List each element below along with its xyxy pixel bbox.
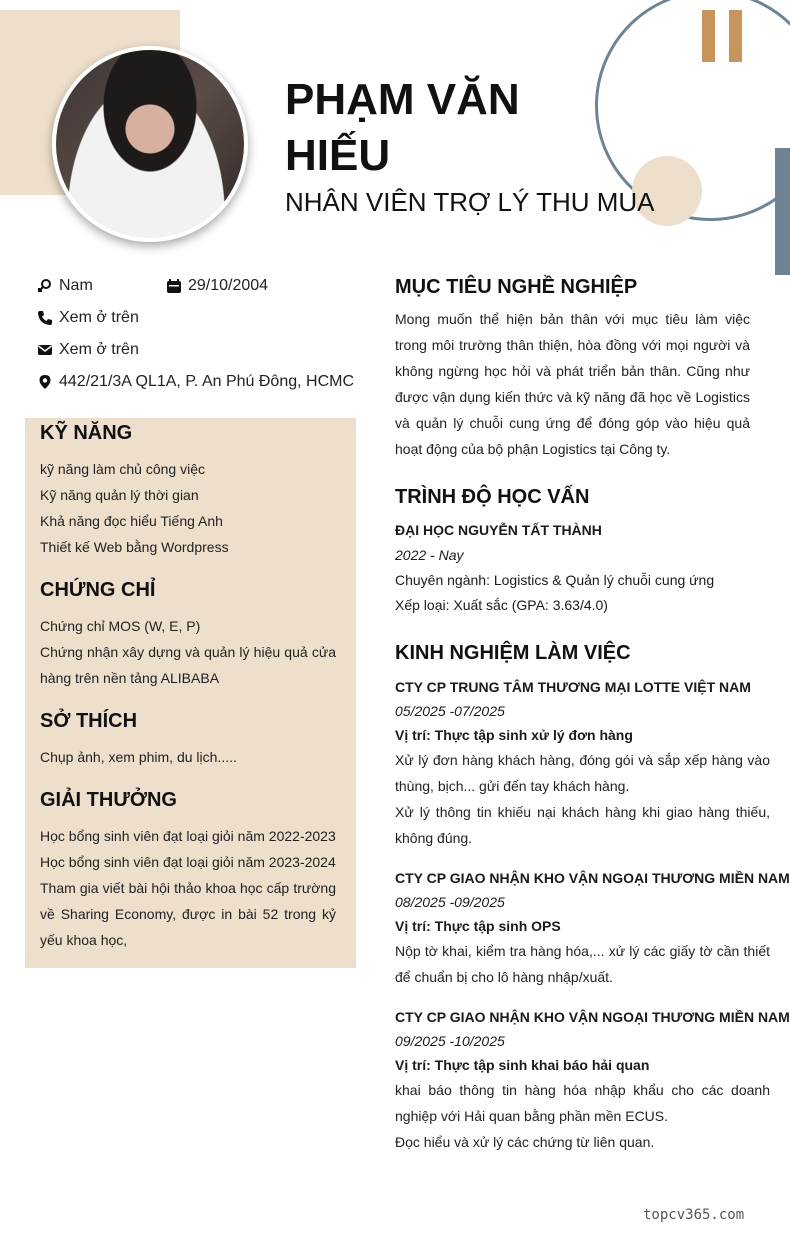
contact-birthday — [166, 277, 268, 295]
job-position: Vị trí: Thực tập sinh khai báo hải quan — [395, 1057, 650, 1073]
certificate-item: Chứng chỉ MOS (W, E, P) — [40, 618, 201, 634]
award-item: Học bổng sinh viên đạt loại giỏi năm 2022-2023 — [40, 828, 336, 844]
job-period: 08/2025 -09/2025 — [395, 894, 505, 910]
school-name: ĐẠI HỌC NGUYỄN TẤT THÀNH — [395, 522, 602, 538]
calendar-icon — [166, 278, 182, 294]
skills-list — [40, 456, 336, 560]
job-detail: Đọc hiểu và xử lý các chứng từ liên quan. — [395, 1134, 655, 1150]
objective-heading: MỤC TIÊU NGHỀ NGHIỆP — [395, 276, 638, 298]
education-heading: TRÌNH ĐỘ HỌC VẤN — [395, 486, 590, 508]
job-entry — [395, 675, 770, 851]
experience-heading: KINH NGHIỆM LÀM VIỆC — [395, 642, 631, 664]
phone-icon — [37, 310, 53, 326]
awards-heading: GIẢI THƯỞNG — [40, 789, 177, 811]
gender-value: Nam — [59, 277, 93, 294]
contact-address — [37, 373, 354, 391]
job-position: Vị trí: Thực tập sinh OPS — [395, 918, 561, 934]
skill-item: Khả năng đọc hiểu Tiếng Anh — [40, 513, 223, 529]
contact-email[interactable] — [37, 341, 139, 359]
certificate-item: Chứng nhận xây dựng và quản lý hiệu quả cửa hàng trên nền tảng ALIBABA — [40, 644, 336, 686]
email-icon — [37, 342, 53, 358]
gender-icon — [37, 278, 53, 294]
education-period: 2022 - Nay — [395, 547, 464, 563]
address-value: 442/21/3A QL1A, P. An Phú Đông, HCMC — [59, 373, 354, 390]
job-position: Vị trí: Thực tập sinh xử lý đơn hàng — [395, 727, 633, 743]
job-entry — [395, 866, 790, 990]
location-icon — [37, 374, 53, 390]
award-item: Học bổng sinh viên đạt loại giỏi năm 2023-2024 — [40, 854, 336, 870]
education-block — [395, 518, 770, 618]
job-company: CTY CP GIAO NHẬN KHO VẬN NGOẠI THƯƠNG MIỀN NAM — [395, 1009, 790, 1025]
certificates-list — [40, 613, 336, 691]
job-detail: Xử lý đơn hàng khách hàng, đóng gói và sắp xếp hàng vào thùng, bịch... gửi đến tay khách hàng. — [395, 752, 770, 794]
contact-gender — [37, 277, 93, 295]
contact-phone[interactable] — [37, 309, 139, 327]
awards-list — [40, 823, 336, 953]
job-title: NHÂN VIÊN TRỢ LÝ THU MUA — [285, 187, 655, 217]
decor-bar-left — [702, 10, 715, 62]
job-period: 09/2025 -10/2025 — [395, 1033, 505, 1049]
job-entry — [395, 1005, 790, 1155]
avatar — [52, 46, 248, 242]
job-period: 05/2025 -07/2025 — [395, 703, 505, 719]
certificates-heading: CHỨNG CHỈ — [40, 579, 156, 601]
skill-item: kỹ năng làm chủ công việc — [40, 461, 205, 477]
job-detail: khai báo thông tin hàng hóa nhập khẩu cho các doanh nghiệp với Hải quan bằng phần mền ECUS. — [395, 1082, 770, 1124]
decor-side-bar — [775, 148, 790, 275]
hobbies-heading: SỞ THÍCH — [40, 710, 138, 732]
job-detail: Xử lý thông tin khiếu nại khách hàng khi giao hàng thiếu, không đúng. — [395, 804, 770, 846]
candidate-name: PHẠM VĂN HIẾU — [285, 75, 520, 180]
email-value: Xem ở trên — [59, 341, 139, 358]
skill-item: Thiết kế Web bằng Wordpress — [40, 539, 229, 555]
job-detail: Nộp tờ khai, kiểm tra hàng hóa,... xử lý các giấy tờ cần thiết để chuẩn bị cho lô hàng nhập/xuất. — [395, 943, 770, 985]
watermark[interactable]: topcv365.com — [643, 1207, 745, 1223]
award-item: Tham gia viết bài hội thảo khoa học cấp trường về Sharing Economy, được in bài 52 trong kỷ yếu khoa học, — [40, 880, 336, 948]
hobbies-text: Chụp ảnh, xem phim, du lịch..... — [40, 749, 237, 765]
skills-heading: KỸ NĂNG — [40, 422, 133, 444]
objective-text: Mong muốn thể hiện bản thân với mục tiêu làm việc trong môi trường thân thiện, hòa đồng với mọi người và không ngừng học hỏi và phát triển bản thân. Cũng như được vận dụng kiến thức và kỹ năng đã học về Logistics và quản lý chuỗi cung ứng để đóng góp vào hiệu quả hoạt động của bộ phận Logistics tại Công ty. — [395, 311, 750, 457]
job-company: CTY CP GIAO NHẬN KHO VẬN NGOẠI THƯƠNG MIỀN NAM — [395, 870, 790, 886]
skill-item: Kỹ năng quản lý thời gian — [40, 487, 199, 503]
education-grade: Xếp loại: Xuất sắc (GPA: 3.63/4.0) — [395, 597, 608, 613]
job-company: CTY CP TRUNG TÂM THƯƠNG MẠI LOTTE VIỆT NAM — [395, 679, 751, 695]
education-major: Chuyên ngành: Logistics & Quản lý chuỗi cung ứng — [395, 572, 715, 588]
phone-value: Xem ở trên — [59, 309, 139, 326]
decor-bar-right — [729, 10, 742, 62]
birthday-value: 29/10/2004 — [188, 277, 269, 294]
